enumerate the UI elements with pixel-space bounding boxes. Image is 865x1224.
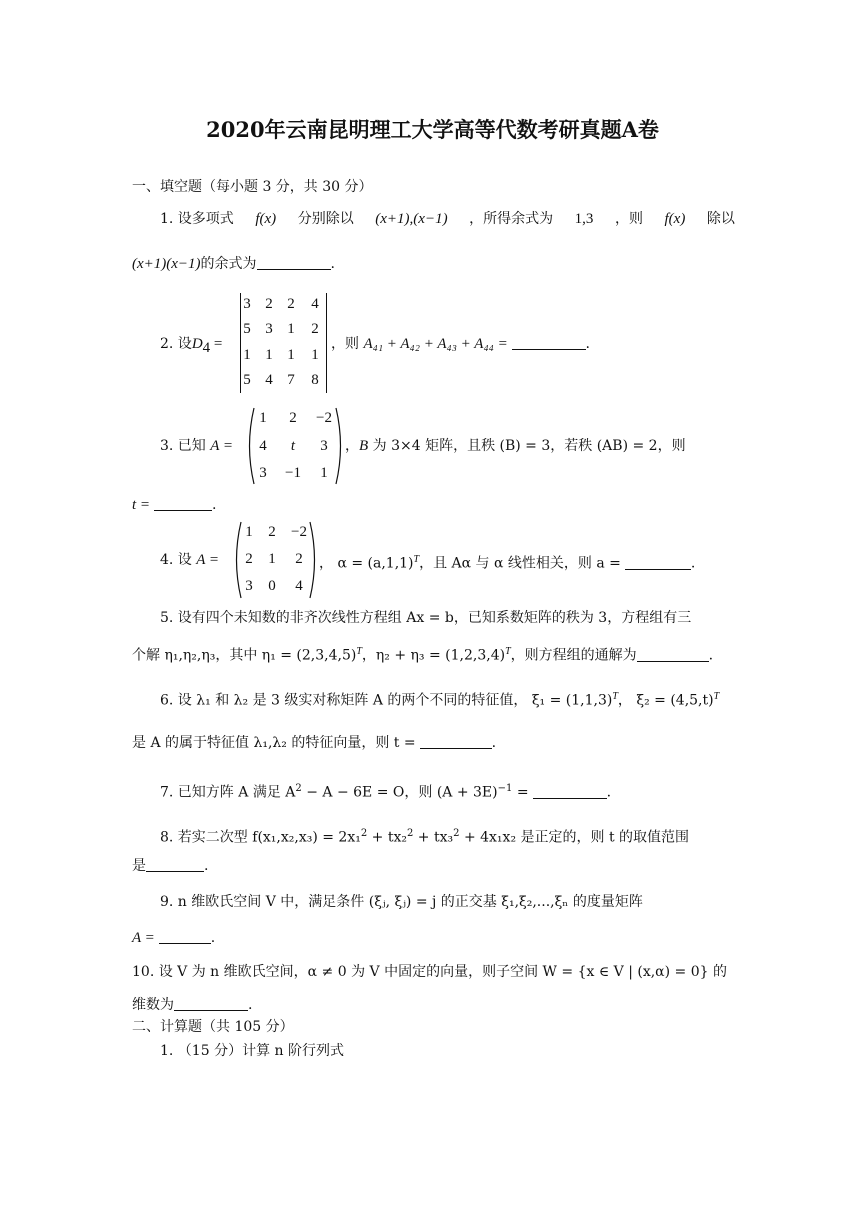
q8-sup-b: 2 <box>406 828 414 839</box>
q8-line1-b: + tx₂ <box>367 829 407 846</box>
q1-text-c: ，所得余式为 <box>469 211 554 227</box>
q4-tail <box>319 551 695 573</box>
q6-line-2 <box>132 734 496 752</box>
question-1-line-2 <box>132 255 335 273</box>
q9-line-2 <box>132 929 215 947</box>
q2-lhs: D <box>191 336 203 352</box>
q4-text-a: ， α = (a,1,1) <box>319 555 414 572</box>
q2-lhs-sub: 4 <box>202 339 211 356</box>
q2-prefix-text: 2. 设 <box>160 336 192 352</box>
q2-tail <box>331 335 590 353</box>
q8-line1-d: + 4x₁x₂ 是正定的，则 t 的取值范围 <box>459 829 690 846</box>
q6-sup1: T <box>612 691 618 702</box>
q5-sup1: T <box>356 646 362 657</box>
q4-prefix-text: 4. 设 <box>160 552 197 568</box>
q3-tail <box>345 437 686 455</box>
q3-cell-2-2: t <box>290 438 296 454</box>
q3-cell-2-1: 4 <box>259 438 267 454</box>
section2-question-1: 1. （15 分）计算 n 阶行列式 <box>160 1043 344 1059</box>
q2-cell-3-4: 1 <box>311 347 319 363</box>
question-1-line-1 <box>160 210 735 228</box>
q10-answer-blank <box>174 996 248 1011</box>
q5-line2-a: 个解 η₁,η₂,η₃，其中 η₁ = (2,3,4,5) <box>132 647 357 664</box>
q5-line2-c: ，则方程组的通解为 <box>510 647 637 664</box>
q2-cell-2-4: 2 <box>311 321 319 337</box>
q1-text-b: 分别除以 <box>297 211 354 227</box>
q3-cell-1-1: 1 <box>259 410 267 426</box>
q2-prefix <box>160 335 222 357</box>
q1-text-d: ，则 <box>614 211 643 227</box>
q3-line2: t = <box>132 497 151 513</box>
q4-cell-2-3: 2 <box>295 551 303 567</box>
q8-sup-a: 2 <box>360 828 368 839</box>
q4-lhs: A = <box>196 552 220 568</box>
q1-text-a: 1. 设多项式 <box>160 211 234 227</box>
q2-cell-2-1: 5 <box>243 321 251 337</box>
q9-end: . <box>210 930 216 946</box>
q2-eq: = <box>210 336 223 352</box>
q3-cell-1-2: 2 <box>289 410 297 426</box>
q7-line <box>160 780 611 802</box>
q6-line1-a: 6. 设 λ₁ 和 λ₂ 是 3 级实对称矩阵 A 的两个不同的特征值， ξ₁ = (1,1,3) <box>160 692 613 709</box>
q4-answer-blank <box>625 555 691 570</box>
q5-answer-blank <box>637 647 709 662</box>
q3-prefix-text: 3. 已知 <box>160 438 211 454</box>
q6-answer-blank <box>420 734 492 749</box>
q10-end: . <box>248 997 253 1013</box>
q4-end: . <box>690 555 696 572</box>
q4-cell-3-1: 3 <box>245 578 253 594</box>
q8-line1-c: + tx₃ <box>413 829 454 846</box>
q10-line2: 维数为 <box>132 997 174 1013</box>
q9-line-1: 9. n 维欧氏空间 V 中，满足条件 (ξⱼ, ξⱼ) = j 的正交基 ξ₁,ξ₂,...,ξₙ 的度量矩阵 <box>160 894 643 910</box>
q6-line2: 是 A 的属于特征值 λ₁,λ₂ 的特征向量，则 t = <box>132 735 416 751</box>
q3-B: B <box>359 438 369 454</box>
q3-cell-3-1: 3 <box>259 465 267 481</box>
q8-sup-c: 2 <box>453 828 460 839</box>
q2-cell-4-1: 5 <box>243 372 251 388</box>
q9-answer-blank <box>159 929 211 944</box>
q4-cell-1-3: −2 <box>291 524 307 540</box>
q4-sup: T <box>413 554 420 565</box>
q2-cell-4-2: 4 <box>265 372 273 388</box>
q2-cell-4-4: 8 <box>311 372 319 388</box>
q2-cell-1-3: 2 <box>287 296 295 312</box>
q1-line2-expr: (x+1)(x−1) <box>132 256 201 272</box>
q2-cell-3-3: 1 <box>287 347 295 363</box>
q5-line2-b: ，η₂ + η₃ = (1,2,3,4) <box>361 647 506 664</box>
q4-text-b: ，且 Aα 与 α 线性相关，则 a = <box>419 555 621 572</box>
q10-line-2 <box>132 996 252 1014</box>
q2-cell-2-3: 1 <box>287 321 295 337</box>
q1-answer-blank <box>257 255 331 270</box>
page-title: 2020年云南昆明理工大学高等代数考研真题A卷 <box>206 117 659 142</box>
q3-answer-blank <box>154 496 212 511</box>
q5-sup2: T <box>505 646 511 657</box>
q5-line-1: 5. 设有四个未知数的非齐次线性方程组 Ax = b，已知系数矩阵的秩为 3，方程组有三 <box>160 610 692 626</box>
q1-fx2: f(x) <box>664 211 686 227</box>
q9-line2: A = <box>132 930 155 946</box>
q7-text-b: − A − 6E = O，则 (A + 3E) <box>301 784 498 801</box>
q6-end: . <box>491 735 497 751</box>
q8-line2: 是 <box>132 858 146 874</box>
q7-answer-blank <box>533 784 607 799</box>
q6-line-1 <box>160 688 719 710</box>
q3-text-a: ， <box>345 438 359 454</box>
q3-cell-1-3: −2 <box>316 410 332 426</box>
q1-text-e: 除以 <box>706 211 735 227</box>
q2-cell-1-1: 3 <box>243 296 251 312</box>
q4-prefix <box>160 551 219 569</box>
section-heading-computation: 二、计算题（共 105 分） <box>132 1019 294 1035</box>
q2-cell-3-1: 1 <box>243 347 251 363</box>
q8-line-2 <box>132 857 208 875</box>
q2-expr: A₄₁ + A₄₂ + A₄₃ + A₄₄ = <box>363 336 512 352</box>
q6-line1-b: ， ξ₂ = (4,5,t) <box>617 692 714 709</box>
q8-end: . <box>204 858 209 874</box>
q10-line-1: 10. 设 V 为 n 维欧氏空间，α ≠ 0 为 V 中固定的向量，则子空间 W = {x ∈ V | (x,α) = 0} 的 <box>132 964 727 980</box>
q1-divisors: (x+1),(x−1) <box>375 211 448 227</box>
q2-cell-2-2: 3 <box>265 321 273 337</box>
section-heading-fill-in: 一、填空题（每小题 3 分，共 30 分） <box>132 179 373 195</box>
q2-answer-blank <box>512 335 586 350</box>
q2-cell-1-4: 4 <box>311 296 319 312</box>
q4-cell-1-1: 1 <box>245 524 253 540</box>
q7-end: . <box>606 784 612 801</box>
q2-cell-3-2: 1 <box>265 347 273 363</box>
q5-end: . <box>708 647 714 664</box>
q6-sup2: T <box>713 691 720 702</box>
q4-cell-2-2: 1 <box>268 551 276 567</box>
q3-lhs: A = <box>210 438 234 454</box>
q7-sup2: −1 <box>497 783 513 794</box>
q7-sup1: 2 <box>295 783 302 794</box>
q3-prefix <box>160 437 233 455</box>
q3-cell-3-3: 1 <box>320 465 328 481</box>
q3-cell-2-3: 3 <box>320 438 328 454</box>
q5-line-2 <box>132 643 713 665</box>
q1-line2-text: 的余式为 <box>200 256 257 272</box>
q7-text-a: 7. 已知方阵 A 满足 A <box>160 784 296 801</box>
q7-text-c: = <box>512 784 529 801</box>
q4-cell-1-2: 2 <box>268 524 276 540</box>
q4-cell-3-3: 4 <box>295 578 303 594</box>
q4-cell-2-1: 2 <box>245 551 253 567</box>
q1-fx: f(x) <box>255 211 277 227</box>
q8-line-1 <box>160 825 689 847</box>
q2-after: ，则 <box>331 336 364 352</box>
q4-cell-3-2: 0 <box>268 578 276 594</box>
q2-end: . <box>585 336 590 352</box>
q1-remainders: 1,3 <box>574 211 594 227</box>
q8-answer-blank <box>146 857 204 872</box>
q3-text-b: 为 3×4 矩阵，且秩 (B) = 3，若秩 (AB) = 2，则 <box>368 438 686 454</box>
q3-cell-3-2: −1 <box>285 465 301 481</box>
q2-determinant-right-bar <box>326 293 327 393</box>
q1-end: . <box>330 256 335 272</box>
q3-line-2 <box>132 496 217 514</box>
q2-cell-1-2: 2 <box>265 296 273 312</box>
q2-cell-4-3: 7 <box>287 372 295 388</box>
q8-line1-a: 8. 若实二次型 f(x₁,x₂,x₃) = 2x₁ <box>160 829 361 846</box>
q3-end: . <box>212 497 217 513</box>
